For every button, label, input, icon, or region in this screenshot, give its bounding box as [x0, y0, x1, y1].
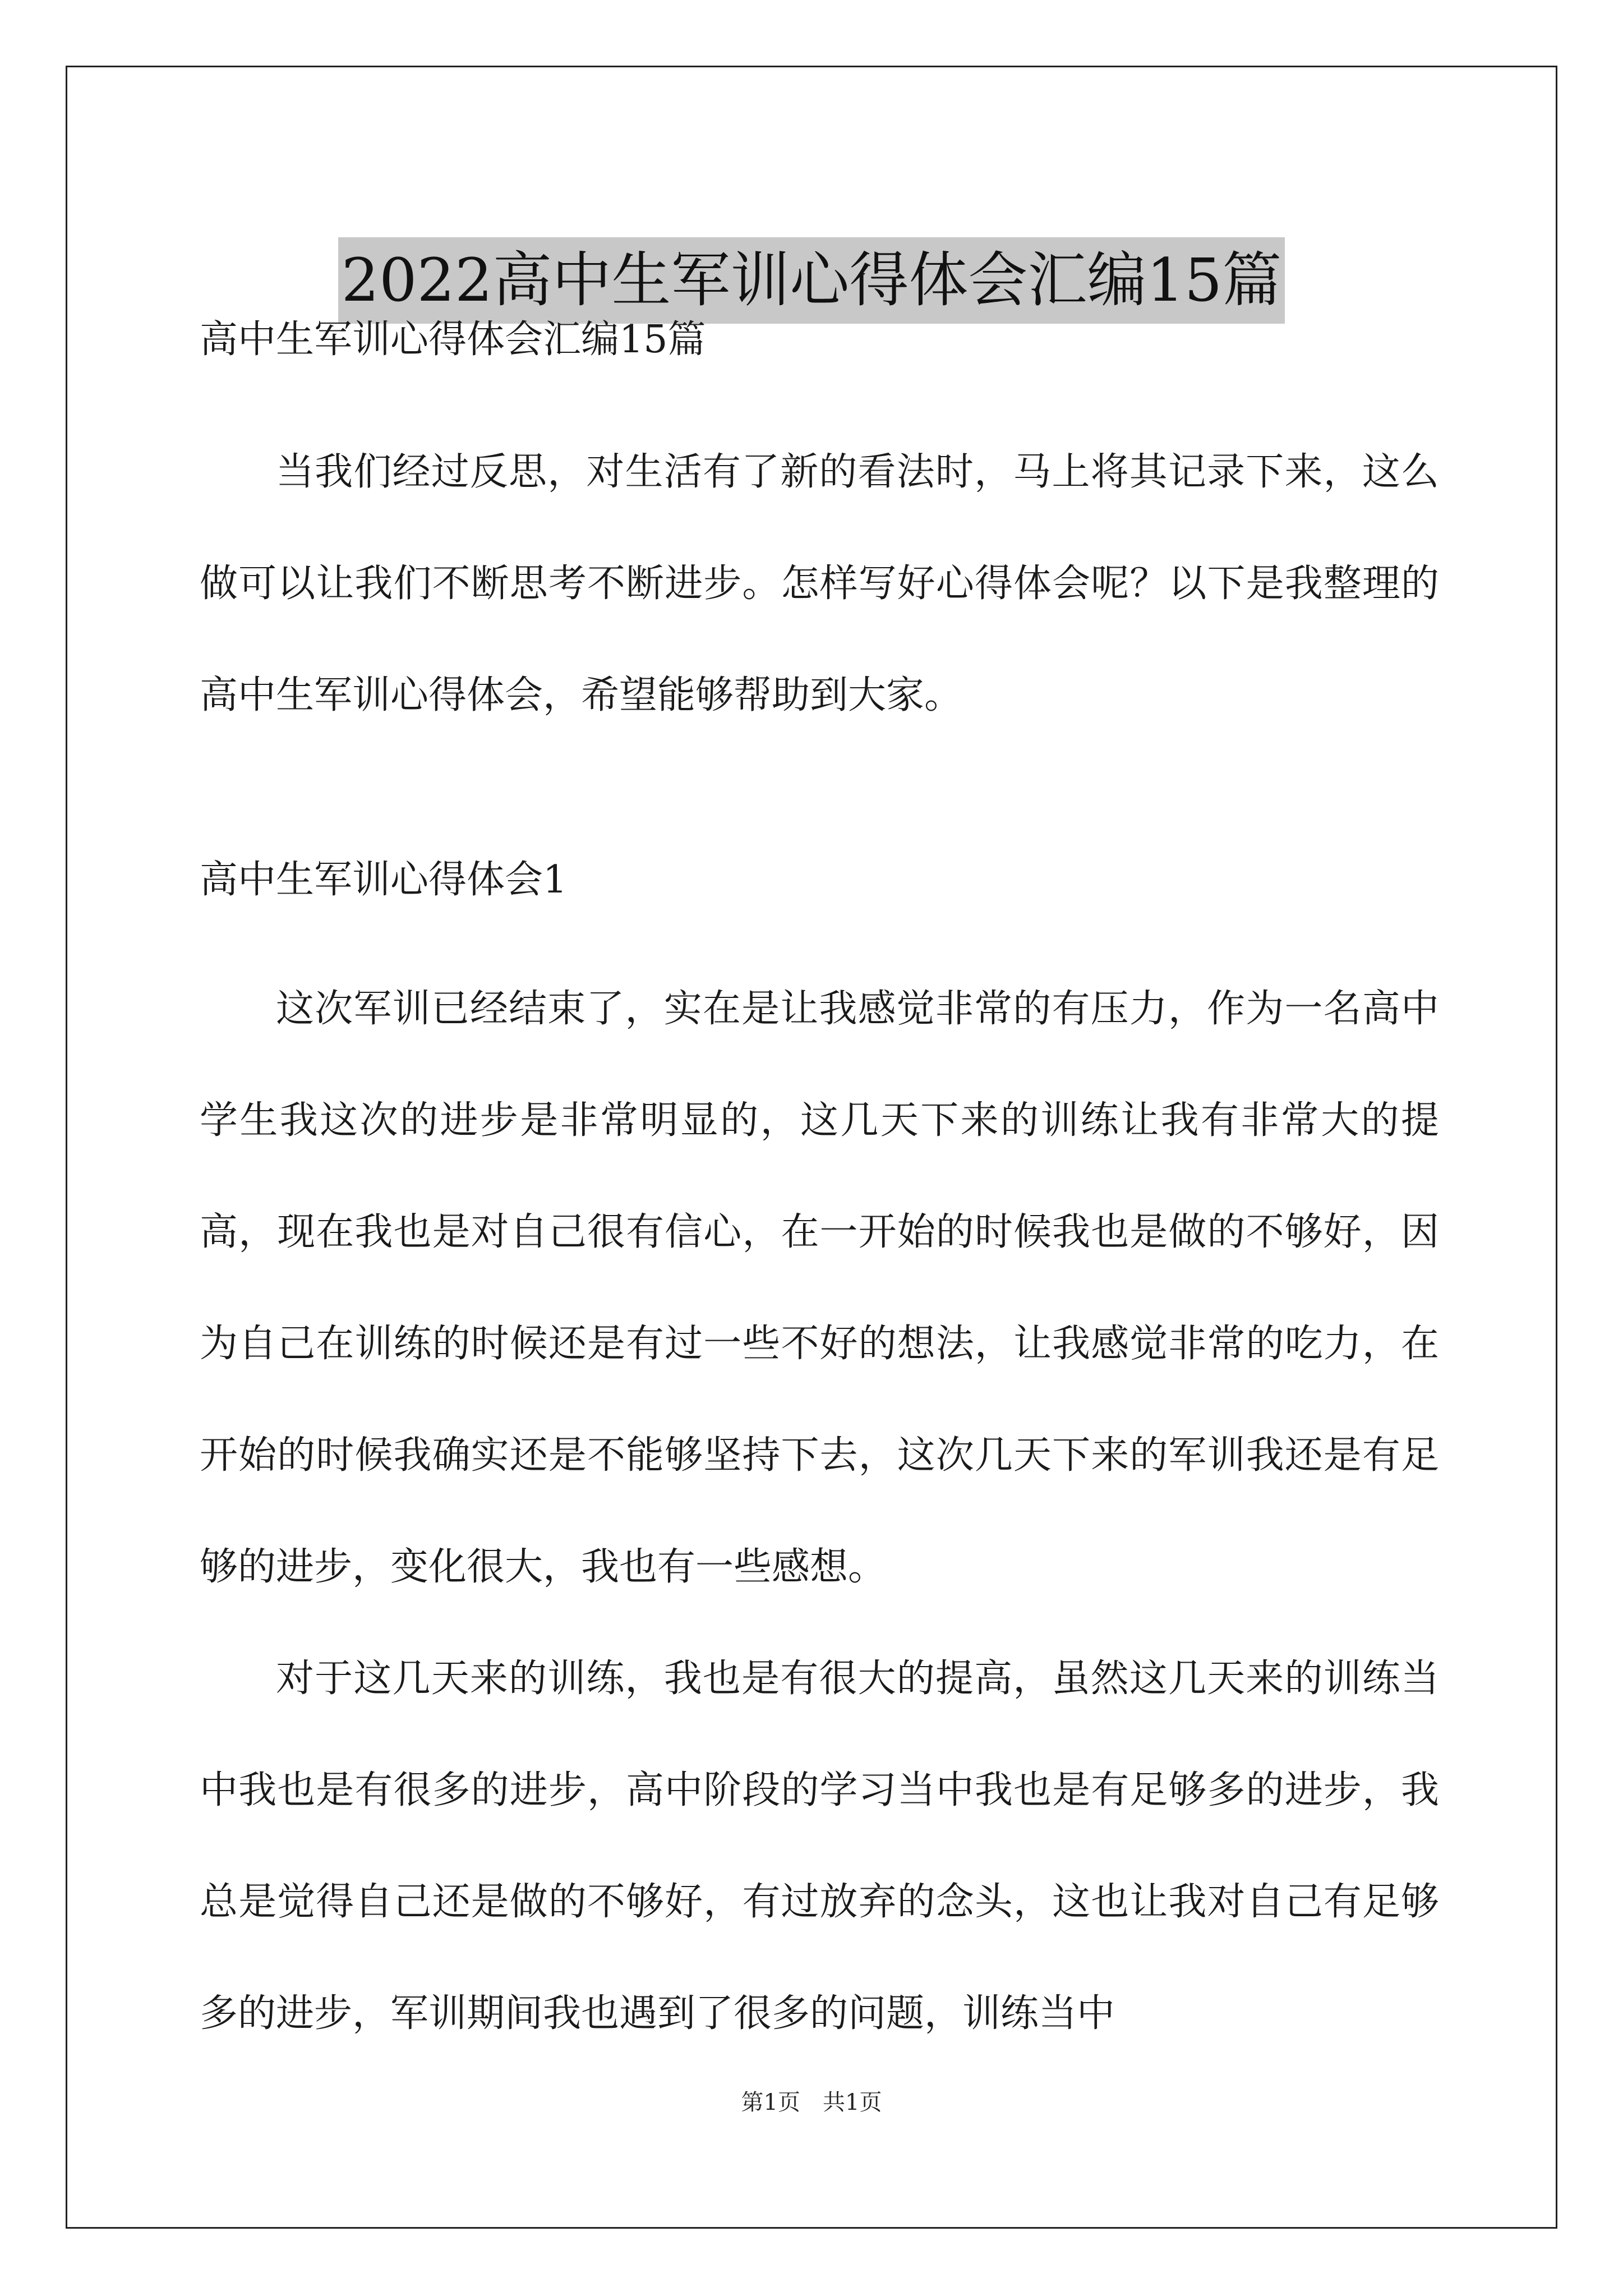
- document-title: 2022高中生军训心得体会汇编15篇: [338, 237, 1285, 324]
- page-total: 共1页: [823, 2090, 882, 2115]
- section-paragraph: 这次军训已经结束了，实在是让我感觉非常的有压力，作为一名高中学生我这次的进步是非常明显的，这几天下来的训练让我有非常大的提高，现在我也是对自己很有信心，在一开始的时候我也是做的不够好，因为自己在训练的时候还是有过一些不好的想法，让我感觉非常的吃力，在开始的时候我确实还是不能够坚持下去，这次几天下来的军训我还是有足够的进步，变化很大，我也有一些感想。: [200, 987, 1439, 1589]
- intro-paragraph: 当我们经过反思，对生活有了新的看法时，马上将其记录下来，这么做可以让我们不断思考不断进步。怎样写好心得体会呢？以下是我整理的高中生军训心得体会，希望能够帮助到大家。: [200, 450, 1439, 717]
- document-subtitle: 高中生军训心得体会汇编15篇: [200, 318, 706, 362]
- page-number: 第1页: [741, 2090, 800, 2115]
- section-paragraph: 对于这几天来的训练，我也是有很大的提高，虽然这几天来的训练当中我也是有很多的进步，高中阶段的学习当中我也是有足够多的进步，我总是觉得自己还是做的不够好，有过放弃的念头，这也让我对自己有足够多的进步，军训期间我也遇到了很多的问题，训练当中: [200, 1657, 1439, 2036]
- document-body: [200, 312, 1439, 2069]
- section-heading: 高中生军训心得体会1: [200, 858, 568, 902]
- page-footer: [0, 2087, 1623, 2118]
